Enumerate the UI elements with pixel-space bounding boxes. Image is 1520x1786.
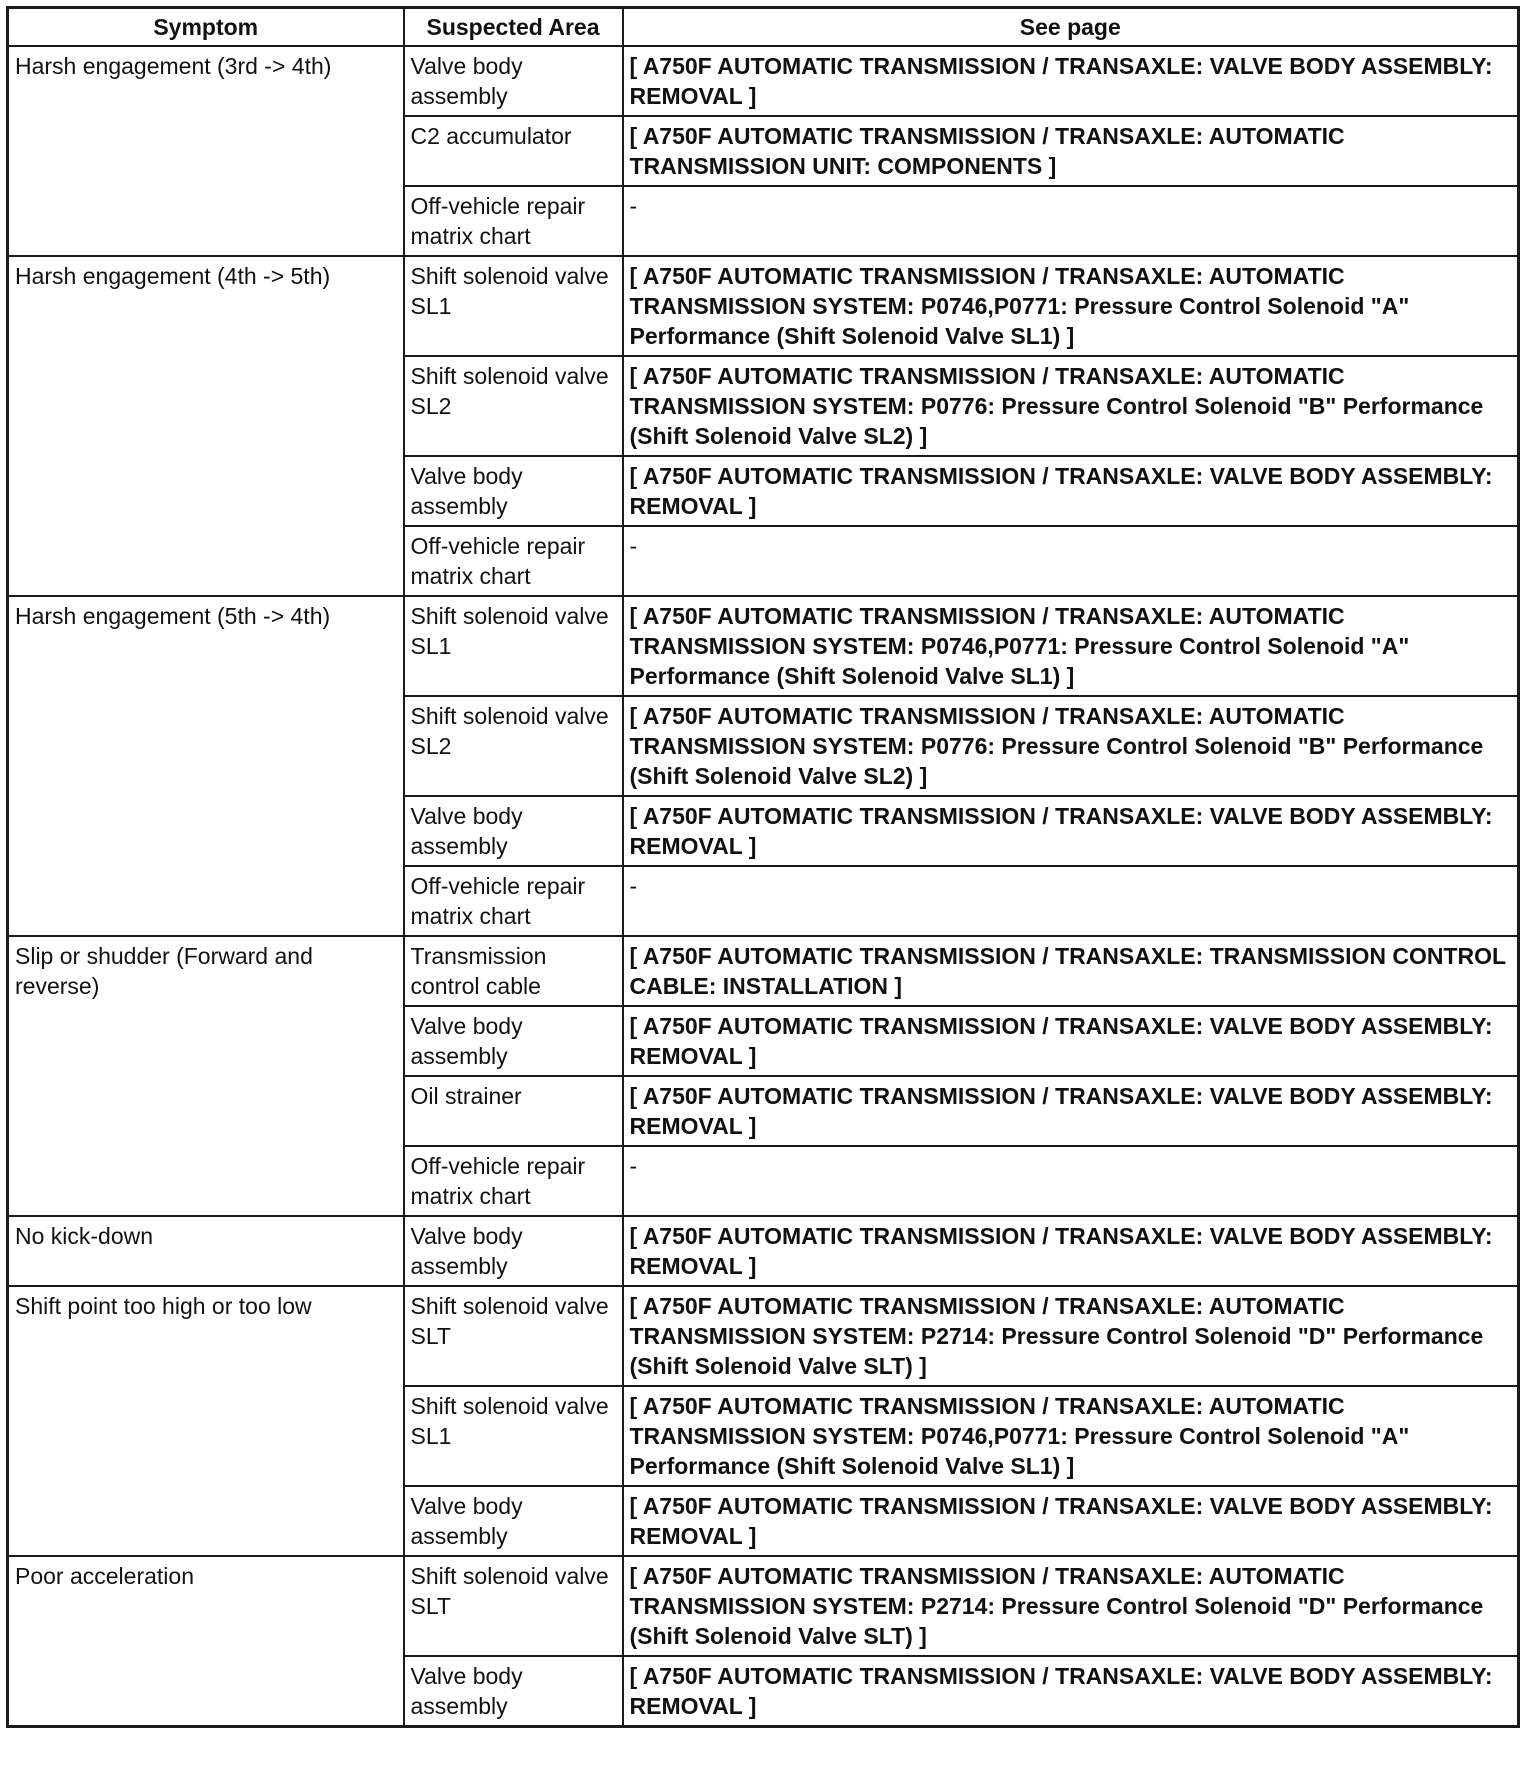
see-page-link[interactable]: [ A750F AUTOMATIC TRANSMISSION / TRANSAXLE: AUTOMATIC TRANSMISSION SYSTEM: P0746,P0771: Pressure Control Solenoid "A" Performance (Shift Solenoid Valve SL1) ] <box>623 256 1519 356</box>
symptom-cell: Harsh engagement (4th -> 5th) <box>8 256 404 596</box>
suspected-area-cell: Valve body assembly <box>404 46 623 116</box>
see-page-cell: - <box>623 526 1519 596</box>
suspected-area-cell: Shift solenoid valve SL1 <box>404 256 623 356</box>
symptom-cell: No kick-down <box>8 1216 404 1286</box>
symptom-cell: Harsh engagement (5th -> 4th) <box>8 596 404 936</box>
see-page-link[interactable]: [ A750F AUTOMATIC TRANSMISSION / TRANSAXLE: TRANSMISSION CONTROL CABLE: INSTALLATION ] <box>623 936 1519 1006</box>
see-page-link[interactable]: [ A750F AUTOMATIC TRANSMISSION / TRANSAXLE: AUTOMATIC TRANSMISSION SYSTEM: P2714: Pressure Control Solenoid "D" Performance (Shift Solenoid Valve SLT) ] <box>623 1286 1519 1386</box>
suspected-area-cell: Valve body assembly <box>404 456 623 526</box>
suspected-area-cell: Off-vehicle repair matrix chart <box>404 186 623 256</box>
suspected-area-cell: Valve body assembly <box>404 796 623 866</box>
see-page-link[interactable]: [ A750F AUTOMATIC TRANSMISSION / TRANSAXLE: VALVE BODY ASSEMBLY: REMOVAL ] <box>623 1076 1519 1146</box>
symptom-cell: Shift point too high or too low <box>8 1286 404 1556</box>
suspected-area-cell: Shift solenoid valve SL1 <box>404 1386 623 1486</box>
suspected-area-cell: Valve body assembly <box>404 1486 623 1556</box>
symptom-cell: Harsh engagement (3rd -> 4th) <box>8 46 404 256</box>
suspected-area-cell: Transmission control cable <box>404 936 623 1006</box>
suspected-area-cell: Shift solenoid valve SLT <box>404 1286 623 1386</box>
table-row <box>8 1216 1519 1286</box>
suspected-area-cell: Shift solenoid valve SL2 <box>404 696 623 796</box>
table-row <box>8 1556 1519 1656</box>
table-row <box>8 1286 1519 1386</box>
symptom-cell: Poor acceleration <box>8 1556 404 1727</box>
see-page-link[interactable]: [ A750F AUTOMATIC TRANSMISSION / TRANSAXLE: VALVE BODY ASSEMBLY: REMOVAL ] <box>623 456 1519 526</box>
table-row <box>8 596 1519 696</box>
suspected-area-cell: Off-vehicle repair matrix chart <box>404 866 623 936</box>
see-page-link[interactable]: [ A750F AUTOMATIC TRANSMISSION / TRANSAXLE: VALVE BODY ASSEMBLY: REMOVAL ] <box>623 796 1519 866</box>
see-page-cell: - <box>623 866 1519 936</box>
suspected-area-cell: Shift solenoid valve SL2 <box>404 356 623 456</box>
suspected-area-cell: Off-vehicle repair matrix chart <box>404 1146 623 1216</box>
suspected-area-cell: Off-vehicle repair matrix chart <box>404 526 623 596</box>
suspected-area-cell: C2 accumulator <box>404 116 623 186</box>
suspected-area-cell: Oil strainer <box>404 1076 623 1146</box>
suspected-area-cell: Shift solenoid valve SL1 <box>404 596 623 696</box>
see-page-link[interactable]: [ A750F AUTOMATIC TRANSMISSION / TRANSAXLE: VALVE BODY ASSEMBLY: REMOVAL ] <box>623 1486 1519 1556</box>
table-row <box>8 256 1519 356</box>
symptom-cell: Slip or shudder (Forward and reverse) <box>8 936 404 1216</box>
header-suspected-area: Suspected Area <box>404 8 623 47</box>
see-page-link[interactable]: [ A750F AUTOMATIC TRANSMISSION / TRANSAXLE: AUTOMATIC TRANSMISSION SYSTEM: P0776: Pressure Control Solenoid "B" Performance (Shift Solenoid Valve SL2) ] <box>623 356 1519 456</box>
see-page-link[interactable]: [ A750F AUTOMATIC TRANSMISSION / TRANSAXLE: AUTOMATIC TRANSMISSION UNIT: COMPONENTS ] <box>623 116 1519 186</box>
page <box>6 6 1520 1728</box>
see-page-link[interactable]: [ A750F AUTOMATIC TRANSMISSION / TRANSAXLE: VALVE BODY ASSEMBLY: REMOVAL ] <box>623 1216 1519 1286</box>
see-page-cell: - <box>623 1146 1519 1216</box>
see-page-link[interactable]: [ A750F AUTOMATIC TRANSMISSION / TRANSAXLE: AUTOMATIC TRANSMISSION SYSTEM: P0746,P0771: Pressure Control Solenoid "A" Performance (Shift Solenoid Valve SL1) ] <box>623 1386 1519 1486</box>
header-row <box>8 8 1519 47</box>
suspected-area-cell: Valve body assembly <box>404 1656 623 1727</box>
symptom-matrix-table <box>6 6 1520 1728</box>
see-page-cell: - <box>623 186 1519 256</box>
suspected-area-cell: Valve body assembly <box>404 1216 623 1286</box>
see-page-link[interactable]: [ A750F AUTOMATIC TRANSMISSION / TRANSAXLE: VALVE BODY ASSEMBLY: REMOVAL ] <box>623 1656 1519 1727</box>
see-page-link[interactable]: [ A750F AUTOMATIC TRANSMISSION / TRANSAXLE: VALVE BODY ASSEMBLY: REMOVAL ] <box>623 46 1519 116</box>
header-see-page: See page <box>623 8 1519 47</box>
table-body <box>8 46 1519 1727</box>
table-row <box>8 936 1519 1006</box>
see-page-link[interactable]: [ A750F AUTOMATIC TRANSMISSION / TRANSAXLE: AUTOMATIC TRANSMISSION SYSTEM: P0776: Pressure Control Solenoid "B" Performance (Shift Solenoid Valve SL2) ] <box>623 696 1519 796</box>
header-symptom: Symptom <box>8 8 404 47</box>
suspected-area-cell: Shift solenoid valve SLT <box>404 1556 623 1656</box>
suspected-area-cell: Valve body assembly <box>404 1006 623 1076</box>
see-page-link[interactable]: [ A750F AUTOMATIC TRANSMISSION / TRANSAXLE: VALVE BODY ASSEMBLY: REMOVAL ] <box>623 1006 1519 1076</box>
see-page-link[interactable]: [ A750F AUTOMATIC TRANSMISSION / TRANSAXLE: AUTOMATIC TRANSMISSION SYSTEM: P2714: Pressure Control Solenoid "D" Performance (Shift Solenoid Valve SLT) ] <box>623 1556 1519 1656</box>
see-page-link[interactable]: [ A750F AUTOMATIC TRANSMISSION / TRANSAXLE: AUTOMATIC TRANSMISSION SYSTEM: P0746,P0771: Pressure Control Solenoid "A" Performance (Shift Solenoid Valve SL1) ] <box>623 596 1519 696</box>
table-row <box>8 46 1519 116</box>
